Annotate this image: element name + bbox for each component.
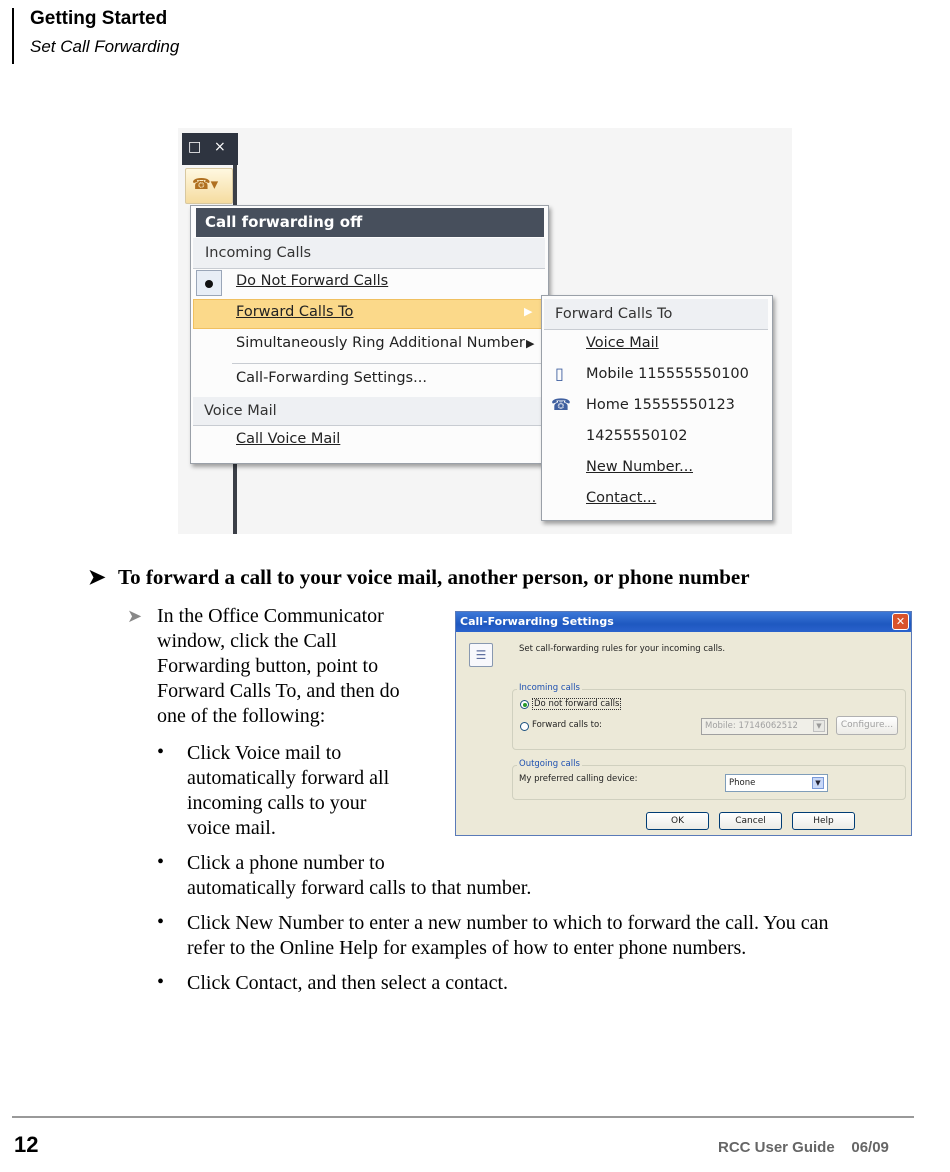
outgoing-calls-group-label: Outgoing calls [519, 759, 580, 769]
menu-item-simultaneous-ring[interactable]: Simultaneously Ring Additional Number [236, 335, 525, 351]
menu-divider [193, 425, 545, 426]
procedure-heading-text: To forward a call to your voice mail, another person, or phone number [118, 565, 750, 589]
submenu-item-new-number[interactable] [586, 459, 693, 475]
cancel-button[interactable]: Cancel [719, 812, 782, 830]
calling-device-label: My preferred calling device: [519, 774, 638, 784]
step-line: window, click the Call [157, 630, 337, 652]
page-number: 12 [14, 1132, 39, 1157]
submenu-item-label: Contact... [586, 490, 657, 506]
bullet-line: incoming calls to your [187, 792, 367, 814]
submenu-item-voice-mail[interactable] [586, 335, 659, 351]
voice-mail-section: Voice Mail [193, 397, 545, 425]
section-title: Getting Started [30, 8, 168, 29]
radio-selected-dot [523, 703, 527, 707]
configure-button[interactable]: Configure... [836, 716, 898, 735]
bullet-line: Click Voice mail to [187, 742, 342, 764]
forward-calls-label[interactable]: Forward calls to: [532, 720, 603, 730]
section-subtitle: Set Call Forwarding [30, 37, 180, 56]
do-not-forward-label[interactable]: Do not forward calls [534, 699, 620, 709]
dialog-title: Call-Forwarding Settings [456, 612, 911, 632]
arrow-icon: ➤ [88, 565, 106, 589]
bullet-icon: • [157, 851, 165, 873]
bullet-line: automatically forward all [187, 767, 390, 789]
step-line: In the Office Communicator [157, 605, 384, 627]
submenu-item-contact[interactable] [586, 490, 656, 506]
incoming-calls-group-label: Incoming calls [519, 683, 580, 693]
menu-item-call-voice-mail[interactable] [236, 431, 340, 447]
call-forwarding-button[interactable] [185, 168, 233, 204]
bullet-line: Click Contact, and then select a contact. [187, 972, 508, 994]
menu-item-label: Do Not Forward Calls [236, 273, 389, 289]
bullet-item [187, 911, 829, 961]
phone-forward-icon: ☎▾ [192, 175, 219, 193]
minimize-icon[interactable]: □ [188, 139, 202, 155]
bullet-line: Click New Number to enter a new number to which to forward the call. You can [187, 912, 829, 934]
window-titlebar [182, 133, 238, 165]
bullet-icon: • [157, 971, 165, 993]
bullet-line: Click a phone number to [187, 852, 385, 874]
submenu-arrow-icon: ▶ [524, 305, 533, 318]
menu-divider [544, 329, 768, 330]
footer-rule [12, 1116, 914, 1118]
step-arrow-icon: ➤ [127, 606, 143, 626]
step-line: Forwarding button, point to [157, 655, 379, 677]
forward-calls-radio[interactable] [520, 722, 529, 731]
help-button[interactable]: Help [792, 812, 855, 830]
bullet-line: voice mail. [187, 817, 276, 839]
header-rule [12, 8, 14, 64]
menu-item-do-not-forward[interactable] [236, 273, 388, 289]
submenu-item-home[interactable]: Home 15555550123 [586, 397, 735, 413]
menu-item-label: Forward Calls To [236, 304, 354, 320]
menu-item-forward-calls-to[interactable] [236, 304, 353, 320]
home-phone-icon: ☎ [551, 395, 571, 414]
bullet-icon: • [157, 911, 165, 933]
bullet-item [187, 851, 531, 901]
submenu-item-label: New Number... [586, 459, 693, 475]
forward-target-value: Mobile: 17146062512 [705, 721, 798, 731]
close-icon[interactable]: × [214, 139, 226, 155]
submenu-item-mobile[interactable]: Mobile 115555550100 [586, 366, 749, 382]
procedure-heading [88, 565, 750, 590]
ok-button[interactable]: OK [646, 812, 709, 830]
submenu-item-label: Voice Mail [586, 335, 659, 351]
menu-item-label: Call Voice Mail [236, 431, 341, 447]
calling-device-value: Phone [729, 778, 756, 788]
bullet-item [187, 971, 508, 996]
menu-item-call-forwarding-settings[interactable]: Call-Forwarding Settings... [236, 370, 427, 386]
chevron-down-icon[interactable]: ▼ [813, 720, 825, 732]
radio-dot-icon [205, 280, 213, 288]
dialog-description: Set call-forwarding rules for your incoming calls. [519, 644, 726, 654]
step-text [157, 604, 400, 729]
step-line: one of the following: [157, 705, 326, 727]
menu-title: Call forwarding off [196, 208, 544, 237]
mobile-phone-icon: ▯ [555, 364, 564, 383]
bullet-item [187, 741, 389, 841]
incoming-calls-section: Incoming Calls [193, 238, 545, 268]
submenu-arrow-icon: ▶ [526, 337, 535, 350]
submenu-title: Forward Calls To [544, 299, 768, 329]
dialog-close-button[interactable]: ✕ [892, 613, 909, 630]
guide-footer: RCC User Guide 06/09 [718, 1139, 889, 1156]
menu-divider [193, 268, 545, 269]
menu-divider [232, 363, 542, 364]
chevron-down-icon[interactable]: ▼ [812, 777, 824, 789]
bullet-icon: • [157, 741, 165, 763]
bullet-line: automatically forward calls to that number. [187, 877, 532, 899]
step-line: Forward Calls To, and then do [157, 680, 400, 702]
submenu-item-number[interactable]: 14255550102 [586, 428, 688, 444]
forwarding-settings-icon: ☰ [469, 643, 493, 667]
bullet-line: refer to the Online Help for examples of how to enter phone numbers. [187, 937, 747, 959]
